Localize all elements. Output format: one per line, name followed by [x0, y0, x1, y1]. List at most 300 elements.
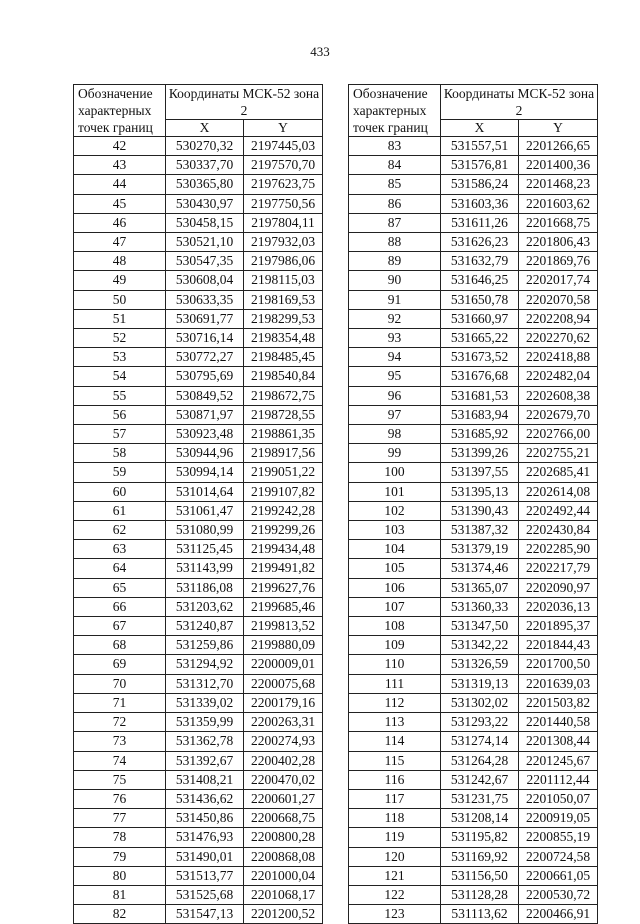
x-coordinate-cell: 530608,04 — [166, 271, 244, 290]
point-number-cell: 110 — [349, 655, 441, 674]
header-coordinate-system: Координаты МСК-52 зона 2 — [441, 85, 598, 120]
table-row — [349, 252, 598, 271]
point-number-cell: 122 — [349, 885, 441, 904]
table-row — [349, 175, 598, 194]
point-number-cell: 84 — [349, 156, 441, 175]
table-row — [74, 828, 323, 847]
y-coordinate-cell: 2200179,16 — [244, 693, 323, 712]
table-row — [349, 367, 598, 386]
y-coordinate-cell: 2199491,82 — [244, 559, 323, 578]
y-coordinate-cell: 2200868,08 — [244, 847, 323, 866]
x-coordinate-cell: 531626,23 — [441, 233, 519, 252]
x-coordinate-cell: 531339,02 — [166, 693, 244, 712]
point-number-cell: 78 — [74, 828, 166, 847]
point-number-cell: 47 — [74, 233, 166, 252]
table-row — [349, 386, 598, 405]
table-row — [74, 213, 323, 232]
table-row — [74, 463, 323, 482]
x-coordinate-cell: 531673,52 — [441, 348, 519, 367]
x-coordinate-cell: 531113,62 — [441, 905, 519, 924]
y-coordinate-cell: 2200263,31 — [244, 713, 323, 732]
table-row — [349, 847, 598, 866]
table-row — [349, 732, 598, 751]
y-coordinate-cell: 2197623,75 — [244, 175, 323, 194]
point-number-cell: 85 — [349, 175, 441, 194]
point-number-cell: 103 — [349, 521, 441, 540]
point-number-cell: 77 — [74, 809, 166, 828]
y-coordinate-cell: 2201468,23 — [519, 175, 598, 194]
y-coordinate-cell: 2202679,70 — [519, 405, 598, 424]
x-coordinate-cell: 531342,22 — [441, 636, 519, 655]
y-coordinate-cell: 2200661,05 — [519, 866, 598, 885]
table-row — [74, 405, 323, 424]
point-number-cell: 95 — [349, 367, 441, 386]
point-number-cell: 112 — [349, 693, 441, 712]
header-point-designation: Обозначение характерных точек границ — [74, 85, 166, 137]
table-row — [349, 751, 598, 770]
x-coordinate-cell: 531143,99 — [166, 559, 244, 578]
x-coordinate-cell: 531387,32 — [441, 521, 519, 540]
x-coordinate-cell: 530365,80 — [166, 175, 244, 194]
y-coordinate-cell: 2201503,82 — [519, 693, 598, 712]
y-coordinate-cell: 2201245,67 — [519, 751, 598, 770]
x-coordinate-cell: 530270,32 — [166, 137, 244, 156]
table-row — [349, 885, 598, 904]
table-row — [74, 386, 323, 405]
point-number-cell: 102 — [349, 501, 441, 520]
point-number-cell: 66 — [74, 597, 166, 616]
x-coordinate-cell: 531208,14 — [441, 809, 519, 828]
x-coordinate-cell: 531525,68 — [166, 885, 244, 904]
table-row — [74, 617, 323, 636]
coordinates-table-left — [73, 84, 323, 924]
y-coordinate-cell: 2201068,17 — [244, 885, 323, 904]
y-coordinate-cell: 2199434,48 — [244, 540, 323, 559]
point-number-cell: 107 — [349, 597, 441, 616]
x-coordinate-cell: 530944,96 — [166, 444, 244, 463]
y-coordinate-cell: 2198672,75 — [244, 386, 323, 405]
x-coordinate-cell: 531576,81 — [441, 156, 519, 175]
x-coordinate-cell: 531362,78 — [166, 732, 244, 751]
table-row — [74, 789, 323, 808]
y-coordinate-cell: 2202430,84 — [519, 521, 598, 540]
table-row — [349, 636, 598, 655]
x-coordinate-cell: 530430,97 — [166, 194, 244, 213]
y-coordinate-cell: 2201200,52 — [244, 905, 323, 924]
x-coordinate-cell: 531399,26 — [441, 444, 519, 463]
table-row — [74, 540, 323, 559]
table-body — [349, 137, 598, 924]
y-coordinate-cell: 2197932,03 — [244, 233, 323, 252]
y-coordinate-cell: 2202755,21 — [519, 444, 598, 463]
point-number-cell: 93 — [349, 329, 441, 348]
point-number-cell: 109 — [349, 636, 441, 655]
point-number-cell: 56 — [74, 405, 166, 424]
point-number-cell: 57 — [74, 425, 166, 444]
table-row — [74, 233, 323, 252]
header-point-designation: Обозначение характерных точек границ — [349, 85, 441, 137]
x-coordinate-cell: 531156,50 — [441, 866, 519, 885]
x-coordinate-cell: 530337,70 — [166, 156, 244, 175]
table-row — [349, 559, 598, 578]
y-coordinate-cell: 2201869,76 — [519, 252, 598, 271]
page-number: 433 — [310, 44, 330, 59]
y-coordinate-cell: 2202418,88 — [519, 348, 598, 367]
y-coordinate-cell: 2201000,04 — [244, 866, 323, 885]
x-coordinate-cell: 531319,13 — [441, 674, 519, 693]
y-coordinate-cell: 2200668,75 — [244, 809, 323, 828]
y-coordinate-cell: 2199242,28 — [244, 501, 323, 520]
point-number-cell: 115 — [349, 751, 441, 770]
y-coordinate-cell: 2201603,62 — [519, 194, 598, 213]
x-coordinate-cell: 530716,14 — [166, 329, 244, 348]
x-coordinate-cell: 531586,24 — [441, 175, 519, 194]
point-number-cell: 68 — [74, 636, 166, 655]
y-coordinate-cell: 2202036,13 — [519, 597, 598, 616]
x-coordinate-cell: 531374,46 — [441, 559, 519, 578]
x-coordinate-cell: 531513,77 — [166, 866, 244, 885]
y-coordinate-cell: 2202685,41 — [519, 463, 598, 482]
table-row — [74, 175, 323, 194]
point-number-cell: 61 — [74, 501, 166, 520]
point-number-cell: 65 — [74, 578, 166, 597]
table-row — [74, 444, 323, 463]
point-number-cell: 94 — [349, 348, 441, 367]
x-coordinate-cell: 531646,25 — [441, 271, 519, 290]
x-coordinate-cell: 531312,70 — [166, 674, 244, 693]
table-row — [74, 252, 323, 271]
table-row — [349, 194, 598, 213]
table-row — [349, 809, 598, 828]
point-number-cell: 119 — [349, 828, 441, 847]
table-row — [74, 732, 323, 751]
x-coordinate-cell: 531685,92 — [441, 425, 519, 444]
table-row — [74, 885, 323, 904]
x-coordinate-cell: 531240,87 — [166, 617, 244, 636]
x-coordinate-cell: 531665,22 — [441, 329, 519, 348]
point-number-cell: 73 — [74, 732, 166, 751]
x-coordinate-cell: 531676,68 — [441, 367, 519, 386]
x-coordinate-cell: 531395,13 — [441, 482, 519, 501]
y-coordinate-cell: 2200855,19 — [519, 828, 598, 847]
point-number-cell: 49 — [74, 271, 166, 290]
table-row — [349, 693, 598, 712]
y-coordinate-cell: 2199051,22 — [244, 463, 323, 482]
y-coordinate-cell: 2200402,28 — [244, 751, 323, 770]
point-number-cell: 59 — [74, 463, 166, 482]
y-coordinate-cell: 2200800,28 — [244, 828, 323, 847]
point-number-cell: 101 — [349, 482, 441, 501]
x-coordinate-cell: 530458,15 — [166, 213, 244, 232]
table-row — [349, 828, 598, 847]
table-row — [349, 674, 598, 693]
y-coordinate-cell: 2198485,45 — [244, 348, 323, 367]
table-row — [349, 329, 598, 348]
table-row — [349, 444, 598, 463]
x-coordinate-cell: 531080,99 — [166, 521, 244, 540]
table-row — [74, 770, 323, 789]
y-coordinate-cell: 2197750,56 — [244, 194, 323, 213]
x-coordinate-cell: 530691,77 — [166, 309, 244, 328]
point-number-cell: 58 — [74, 444, 166, 463]
y-coordinate-cell: 2200466,91 — [519, 905, 598, 924]
point-number-cell: 111 — [349, 674, 441, 693]
header-y: Y — [519, 120, 598, 137]
y-coordinate-cell: 2200274,93 — [244, 732, 323, 751]
y-coordinate-cell: 2198728,55 — [244, 405, 323, 424]
point-number-cell: 54 — [74, 367, 166, 386]
x-coordinate-cell: 531014,64 — [166, 482, 244, 501]
table-row — [349, 405, 598, 424]
point-number-cell: 50 — [74, 290, 166, 309]
table-row — [74, 847, 323, 866]
point-number-cell: 120 — [349, 847, 441, 866]
point-number-cell: 46 — [74, 213, 166, 232]
y-coordinate-cell: 2202285,90 — [519, 540, 598, 559]
point-number-cell: 121 — [349, 866, 441, 885]
x-coordinate-cell: 531203,62 — [166, 597, 244, 616]
y-coordinate-cell: 2202608,38 — [519, 386, 598, 405]
y-coordinate-cell: 2201639,03 — [519, 674, 598, 693]
x-coordinate-cell: 531547,13 — [166, 905, 244, 924]
x-coordinate-cell: 531128,28 — [441, 885, 519, 904]
table-row — [349, 290, 598, 309]
point-number-cell: 67 — [74, 617, 166, 636]
y-coordinate-cell: 2201895,37 — [519, 617, 598, 636]
table-row — [349, 540, 598, 559]
y-coordinate-cell: 2202482,04 — [519, 367, 598, 386]
table-row — [349, 309, 598, 328]
x-coordinate-cell: 531379,19 — [441, 540, 519, 559]
x-coordinate-cell: 531294,92 — [166, 655, 244, 674]
table-row — [74, 271, 323, 290]
point-number-cell: 43 — [74, 156, 166, 175]
point-number-cell: 70 — [74, 674, 166, 693]
y-coordinate-cell: 2198917,56 — [244, 444, 323, 463]
y-coordinate-cell: 2202070,58 — [519, 290, 598, 309]
y-coordinate-cell: 2198169,53 — [244, 290, 323, 309]
point-number-cell: 42 — [74, 137, 166, 156]
x-coordinate-cell: 531186,08 — [166, 578, 244, 597]
point-number-cell: 44 — [74, 175, 166, 194]
table-row — [349, 463, 598, 482]
y-coordinate-cell: 2201112,44 — [519, 770, 598, 789]
table-row — [74, 521, 323, 540]
table-row — [349, 866, 598, 885]
table-row — [74, 329, 323, 348]
x-coordinate-cell: 531557,51 — [441, 137, 519, 156]
table-row — [74, 693, 323, 712]
table-row — [74, 636, 323, 655]
table-row — [74, 482, 323, 501]
x-coordinate-cell: 531681,53 — [441, 386, 519, 405]
x-coordinate-cell: 531632,79 — [441, 252, 519, 271]
table-row — [74, 367, 323, 386]
x-coordinate-cell: 531302,02 — [441, 693, 519, 712]
y-coordinate-cell: 2201440,58 — [519, 713, 598, 732]
point-number-cell: 72 — [74, 713, 166, 732]
y-coordinate-cell: 2199685,46 — [244, 597, 323, 616]
x-coordinate-cell: 531397,55 — [441, 463, 519, 482]
point-number-cell: 74 — [74, 751, 166, 770]
y-coordinate-cell: 2199299,26 — [244, 521, 323, 540]
table-row — [74, 348, 323, 367]
x-coordinate-cell: 530871,97 — [166, 405, 244, 424]
x-coordinate-cell: 531231,75 — [441, 789, 519, 808]
point-number-cell: 71 — [74, 693, 166, 712]
header-x: X — [166, 120, 244, 137]
point-number-cell: 116 — [349, 770, 441, 789]
y-coordinate-cell: 2201266,65 — [519, 137, 598, 156]
x-coordinate-cell: 530547,35 — [166, 252, 244, 271]
table-body — [74, 137, 323, 924]
x-coordinate-cell: 531125,45 — [166, 540, 244, 559]
x-coordinate-cell: 530923,48 — [166, 425, 244, 444]
y-coordinate-cell: 2202017,74 — [519, 271, 598, 290]
table-row — [74, 156, 323, 175]
point-number-cell: 92 — [349, 309, 441, 328]
y-coordinate-cell: 2201308,44 — [519, 732, 598, 751]
point-number-cell: 108 — [349, 617, 441, 636]
y-coordinate-cell: 2202766,00 — [519, 425, 598, 444]
point-number-cell: 118 — [349, 809, 441, 828]
table-row — [74, 137, 323, 156]
point-number-cell: 62 — [74, 521, 166, 540]
point-number-cell: 83 — [349, 137, 441, 156]
table-row — [349, 501, 598, 520]
y-coordinate-cell: 2197570,70 — [244, 156, 323, 175]
table-row — [74, 578, 323, 597]
x-coordinate-cell: 531195,82 — [441, 828, 519, 847]
point-number-cell: 98 — [349, 425, 441, 444]
point-number-cell: 81 — [74, 885, 166, 904]
y-coordinate-cell: 2198540,84 — [244, 367, 323, 386]
point-number-cell: 104 — [349, 540, 441, 559]
table-row — [349, 770, 598, 789]
point-number-cell: 106 — [349, 578, 441, 597]
point-number-cell: 51 — [74, 309, 166, 328]
x-coordinate-cell: 531360,33 — [441, 597, 519, 616]
point-number-cell: 96 — [349, 386, 441, 405]
table-row — [74, 713, 323, 732]
x-coordinate-cell: 531259,86 — [166, 636, 244, 655]
y-coordinate-cell: 2202614,08 — [519, 482, 598, 501]
y-coordinate-cell: 2199813,52 — [244, 617, 323, 636]
table-row — [74, 905, 323, 924]
x-coordinate-cell: 530849,52 — [166, 386, 244, 405]
y-coordinate-cell: 2199627,76 — [244, 578, 323, 597]
x-coordinate-cell: 531436,62 — [166, 789, 244, 808]
y-coordinate-cell: 2202492,44 — [519, 501, 598, 520]
point-number-cell: 76 — [74, 789, 166, 808]
table-row — [349, 597, 598, 616]
point-number-cell: 48 — [74, 252, 166, 271]
table-row — [74, 194, 323, 213]
x-coordinate-cell: 531169,92 — [441, 847, 519, 866]
y-coordinate-cell: 2202270,62 — [519, 329, 598, 348]
x-coordinate-cell: 531359,99 — [166, 713, 244, 732]
point-number-cell: 105 — [349, 559, 441, 578]
y-coordinate-cell: 2202208,94 — [519, 309, 598, 328]
y-coordinate-cell: 2201050,07 — [519, 789, 598, 808]
table-row — [74, 655, 323, 674]
x-coordinate-cell: 531660,97 — [441, 309, 519, 328]
header-y: Y — [244, 120, 323, 137]
y-coordinate-cell: 2200724,58 — [519, 847, 598, 866]
table-row — [349, 789, 598, 808]
point-number-cell: 97 — [349, 405, 441, 424]
y-coordinate-cell: 2198861,35 — [244, 425, 323, 444]
x-coordinate-cell: 531683,94 — [441, 405, 519, 424]
point-number-cell: 114 — [349, 732, 441, 751]
x-coordinate-cell: 531611,26 — [441, 213, 519, 232]
y-coordinate-cell: 2197804,11 — [244, 213, 323, 232]
x-coordinate-cell: 531490,01 — [166, 847, 244, 866]
point-number-cell: 60 — [74, 482, 166, 501]
point-number-cell: 91 — [349, 290, 441, 309]
y-coordinate-cell: 2200530,72 — [519, 885, 598, 904]
x-coordinate-cell: 531365,07 — [441, 578, 519, 597]
point-number-cell: 80 — [74, 866, 166, 885]
y-coordinate-cell: 2201668,75 — [519, 213, 598, 232]
y-coordinate-cell: 2198115,03 — [244, 271, 323, 290]
table-row — [349, 425, 598, 444]
x-coordinate-cell: 530521,10 — [166, 233, 244, 252]
x-coordinate-cell: 530633,35 — [166, 290, 244, 309]
point-number-cell: 45 — [74, 194, 166, 213]
table-row — [74, 425, 323, 444]
x-coordinate-cell: 530795,69 — [166, 367, 244, 386]
table-row — [74, 597, 323, 616]
point-number-cell: 55 — [74, 386, 166, 405]
y-coordinate-cell: 2199880,09 — [244, 636, 323, 655]
x-coordinate-cell: 531476,93 — [166, 828, 244, 847]
table-row — [74, 309, 323, 328]
x-coordinate-cell: 531242,67 — [441, 770, 519, 789]
x-coordinate-cell: 531603,36 — [441, 194, 519, 213]
point-number-cell: 117 — [349, 789, 441, 808]
y-coordinate-cell: 2200075,68 — [244, 674, 323, 693]
point-number-cell: 69 — [74, 655, 166, 674]
x-coordinate-cell: 530772,27 — [166, 348, 244, 367]
y-coordinate-cell: 2197986,06 — [244, 252, 323, 271]
table-row — [74, 501, 323, 520]
table-row — [349, 482, 598, 501]
y-coordinate-cell: 2200009,01 — [244, 655, 323, 674]
point-number-cell: 87 — [349, 213, 441, 232]
table-row — [349, 905, 598, 924]
y-coordinate-cell: 2201400,36 — [519, 156, 598, 175]
table-row — [349, 156, 598, 175]
table-row — [349, 617, 598, 636]
table-row — [74, 559, 323, 578]
table-row — [74, 866, 323, 885]
table-row — [349, 271, 598, 290]
table-row — [349, 233, 598, 252]
y-coordinate-cell: 2201700,50 — [519, 655, 598, 674]
x-coordinate-cell: 531264,28 — [441, 751, 519, 770]
point-number-cell: 123 — [349, 905, 441, 924]
point-number-cell: 113 — [349, 713, 441, 732]
table-row — [349, 713, 598, 732]
header-x: X — [441, 120, 519, 137]
point-number-cell: 88 — [349, 233, 441, 252]
coordinates-table-right — [348, 84, 598, 924]
table-row — [349, 521, 598, 540]
table-row — [74, 674, 323, 693]
table-row — [74, 751, 323, 770]
point-number-cell: 63 — [74, 540, 166, 559]
